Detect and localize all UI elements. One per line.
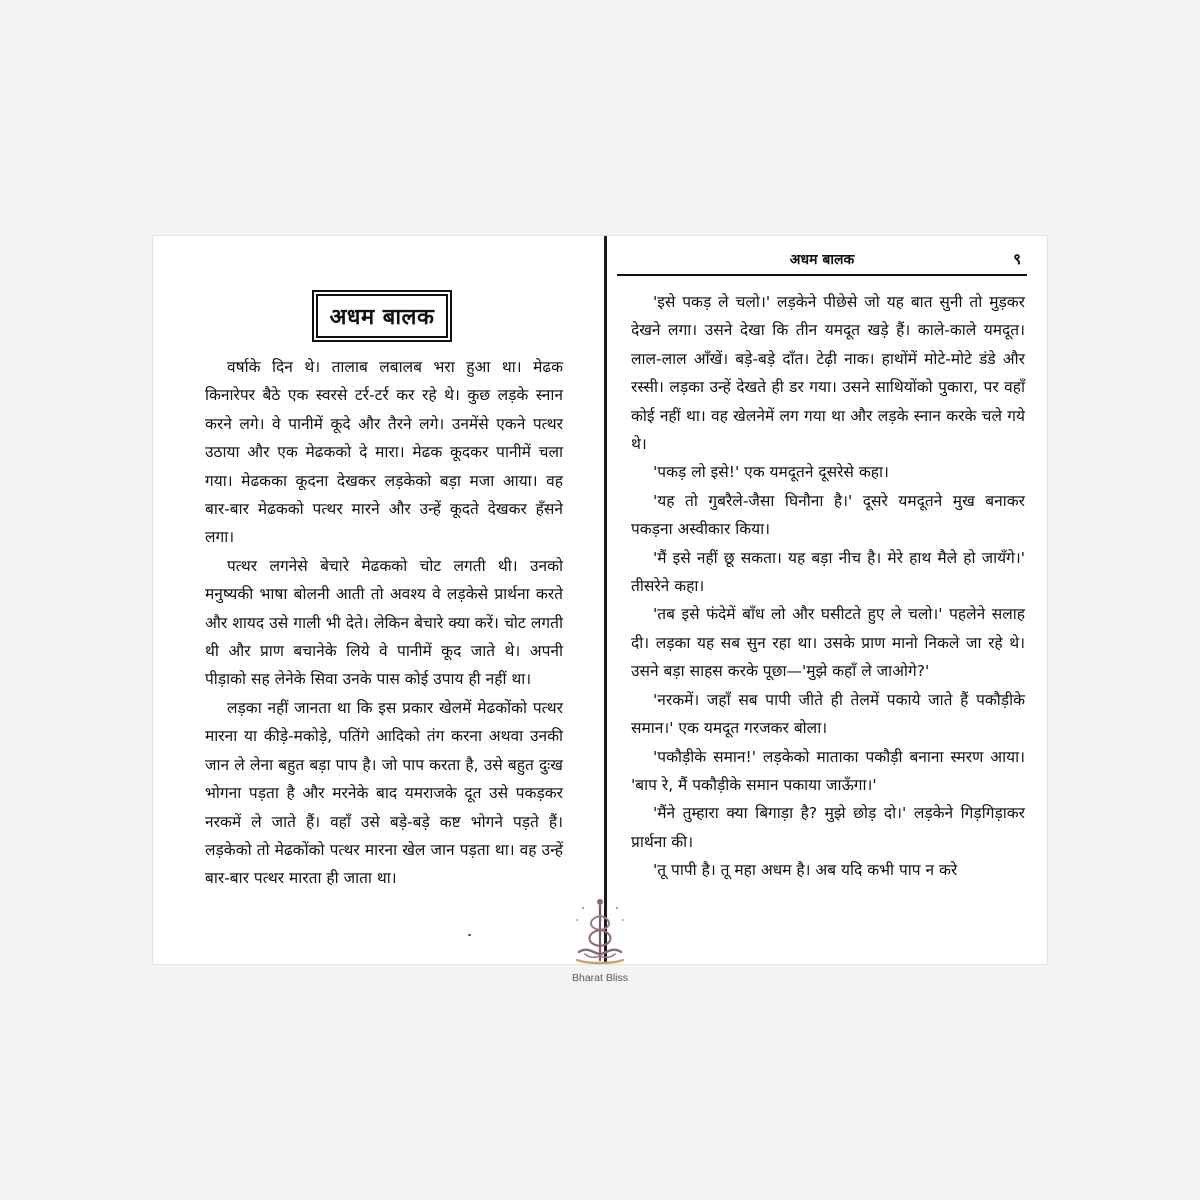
left-page [153, 236, 604, 964]
paragraph: 'तू पापी है। तू महा अधम है। अब यदि कभी पाप न करे [653, 861, 958, 880]
print-speck [468, 934, 471, 936]
running-title: अधम बालक [789, 252, 855, 268]
paragraph: 'मैं इसे नहीं छू सकता। यह बड़ा नीच है। मेरे हाथ मैले हो जायँगे।' तीसरेने कहा। [631, 548, 1025, 596]
paragraph: 'पकौड़ीके समान!' लड़केको माताका पकौड़ी बनाना स्मरण आया। 'बाप रे, मैं पकौड़ीके समान पकाया जाऊँगा।' [631, 747, 1025, 794]
right-page-text [631, 288, 1025, 885]
paragraph: पत्थर लगनेसे बेचारे मेढकको चोट लगती थी। उनको मनुष्यकी भाषा बोलनी आती तो अवश्य वे लड़केसे प्रार्थना करते और शायद उसे गाली भी देते। लेकिन बेचारे क्या करें। चोट लगती थी और प्राण बचानेके लिये वे पानीमें कूद जाते थे। अपनी पीड़ाको सह लेनेके सिवा उनके पास कोई उपाय ही नहीं था। [205, 556, 563, 689]
page-number: ९ [1013, 250, 1021, 268]
paragraph: वर्षाके दिन थे। तालाब लबालब भरा हुआ था। मेढक किनारेपर बैठे एक स्वरसे टर्र-टर्र कर रहे थे। कुछ लड़के स्नान करने लगे। वे पानीमें कूदे और तैरने लगे। उनमेंसे एकने पत्थर उठाया और एक मेढकको दे मारा। मेढक कूदकर पानीमें चला गया। मेढकका कूदना देखकर लड़केको बड़ा मजा आया। वह बार-बार मेढकको पत्थर मारने और उन्हें कूदते देखकर हँसने लगा। [205, 358, 563, 547]
running-head [617, 246, 1027, 276]
chapter-title: अधम बालक [316, 294, 448, 338]
paragraph: लड़का नहीं जानता था कि इस प्रकार खेलमें मेढकोंको पत्थर मारना या कीड़े-मकोड़े, पतिंगे आदिको तंग करना अथवा उनकी जान ले लेना बहुत बड़ा पाप है। जो पाप करता है, उसे बहुत दुःख भोगना पड़ता है और मरनेके बाद यमराजके दूत उसे पकड़कर नरकमें ले जाते हैं। वहाँ उसे बड़े-बड़े कष्ट भोगने पड़ते हैं। लड़केको तो मेढकोंको पत्थर मारना खेल जान पड़ता था। वह उन्हें बार-बार पत्थर मारता ही जाता था। [205, 698, 563, 888]
open-book [153, 236, 1047, 964]
right-page [607, 236, 1047, 964]
paragraph: 'तब इसे फंदेमें बाँध लो और घसीटते हुए ले चलो।' पहलेने सलाह दी। लड़का यह सब सुन रहा था। उसके प्राण मानो निकले जा रहे थे। उसने बड़ा साहस करके पूछा—'मुझे कहाँ ले जाओगे?' [631, 605, 1025, 681]
watermark-brand-text: Bharat Bliss [571, 972, 629, 984]
paragraph: 'यह तो गुबरैले-जैसा घिनौना है।' दूसरे यमदूतने मुख बनाकर पकड़ना अस्वीकार किया। [631, 491, 1025, 539]
left-page-text [205, 353, 563, 893]
paragraph: 'मैंने तुम्हारा क्या बिगाड़ा है? मुझे छोड़ दो।' लड़केने गिड़गिड़ाकर प्रार्थना की। [631, 804, 1025, 851]
paragraph: 'नरकमें। जहाँ सब पापी जीते ही तेलमें पकाये जाते हैं पकौड़ीके समान।' एक यमदूत गरजकर बोला। [631, 690, 1025, 738]
paragraph: 'पकड़ लो इसे!' एक यमदूतने दूसरेसे कहा। [653, 463, 889, 482]
paragraph: 'इसे पकड़ ले चलो।' लड़केने पीछेसे जो यह बात सुनी तो मुड़कर देखने लगा। उसने देखा कि तीन यमदूत खड़े हैं। काले-काले यमदूत। लाल-लाल आँखें। बड़े-बड़े दाँत। टेढ़ी नाक। हाथोंमें मोटे-मोटे डंडे और रस्सी। लड़का उन्हें देखते ही डर गया। उसने साथियोंको पुकारा, पर वहाँ कोई नहीं था। वह खेलनेमें लग गया था और लड़के स्नान करके चले गये थे। [631, 293, 1025, 454]
